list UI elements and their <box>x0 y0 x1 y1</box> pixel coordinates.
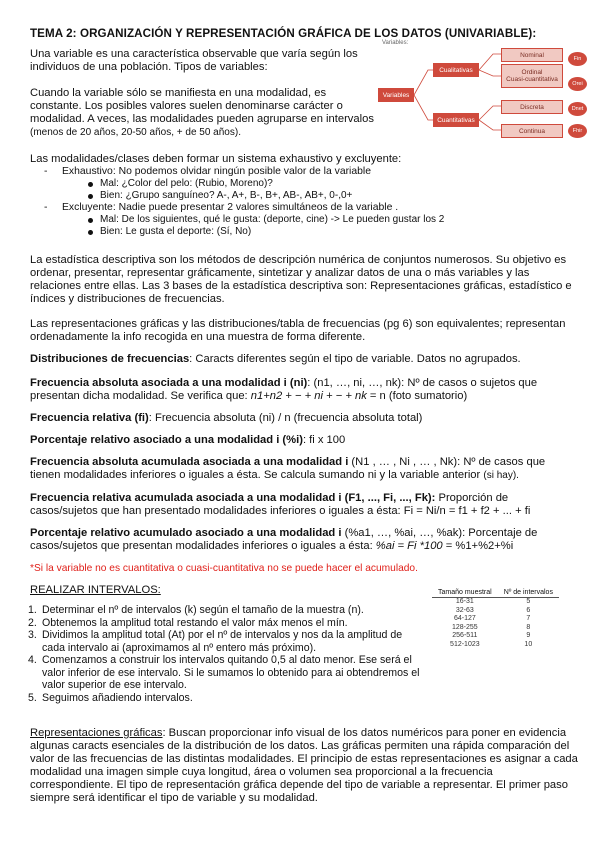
table-cell: 10 <box>524 640 533 648</box>
def-porcentaje-relativo-acumulado <box>30 527 578 553</box>
table-row <box>432 641 559 650</box>
intro-paragraph: Una variable es una característica observable que varía según los individuos de una población. Tipos de variables: <box>30 48 358 73</box>
bullet-dot <box>88 230 93 235</box>
modalidades-lead: Las modalidades/clases deben formar un sistema exhaustivo y excluyente: <box>30 153 402 165</box>
def-frecuencia-relativa-acumulada <box>30 492 578 518</box>
diagram-circle-2: Orei <box>568 77 587 91</box>
diagram-cuasi-label: Cuasi-cuantitativa <box>506 76 558 83</box>
excluyente-mal <box>30 214 570 226</box>
step-4 <box>0 654 420 692</box>
intervalos-steps <box>0 604 420 704</box>
constant-example: (menos de 20 años, 20-50 años, + de 50 años). <box>30 127 241 138</box>
def-fr-text: : Frecuencia absoluta (ni) / n (frecuencia absoluta total) <box>148 412 423 424</box>
table-row <box>432 624 559 633</box>
diagram-circle-1: Fin <box>568 52 587 66</box>
def-pr-text: : fi x 100 <box>302 434 346 446</box>
table-cell: 5 <box>526 598 531 605</box>
diagram-cuantitativas: Cuantitativas <box>433 113 479 127</box>
dash-bullet: - <box>44 166 48 177</box>
intervalos-table <box>432 588 559 649</box>
constant-paragraph <box>30 87 375 139</box>
equivalencia-paragraph: Las representaciones gráficas y las distribuciones/tabla de frecuencias (pg 6) son equivalentes; representan ordenadamente la info recogida en una muestra de forma diferente. <box>30 318 566 343</box>
exhaustivo-bien <box>30 190 570 202</box>
table-cell: 6 <box>526 606 531 614</box>
def-pra-term: Porcentaje relativo acumulado asociado a una modalidad i <box>30 527 342 539</box>
step-2-text: Obtenemos la amplitud total restando el valor máx menos el mín. <box>42 616 348 629</box>
bullet-dot <box>88 194 93 199</box>
excluyente-bien <box>30 226 570 238</box>
def-fra-text: Proporción de casos/sujetos que han presentado modalidades inferiores o iguales a ésta: Fi = Ni/n = f1 + f2 + ... + fi <box>30 492 531 517</box>
table-cell: 8 <box>526 623 531 631</box>
table-row <box>432 607 559 616</box>
bullet-dot <box>88 182 93 187</box>
step-number: 4. <box>28 654 37 666</box>
def-pra-text: (%a1, …, %ai, …, %ak): Porcentaje de casos/sujetos que presentan modalidades inferiores o iguales a ésta: <box>30 527 538 552</box>
table-cell: 128-255 <box>452 623 478 631</box>
excluyente-text: Excluyente: Nadie puede presentar 2 valores simultáneos de la variable . <box>62 202 399 213</box>
diagram-nominal: Nominal <box>501 48 563 62</box>
graficas-paragraph <box>30 727 578 805</box>
table-cell: 9 <box>526 632 531 639</box>
diagram-ordinal <box>501 64 563 88</box>
table-row <box>432 632 559 641</box>
def-pr-term: Porcentaje relativo asociado a una modalidad i (%i) <box>30 434 303 446</box>
diagram-circle-4: Fhir <box>568 124 587 138</box>
diagram-root: Variables <box>378 88 414 102</box>
dash-bullet: - <box>44 202 48 213</box>
graficas-label: Representaciones gráficas <box>30 727 163 739</box>
table-row <box>432 598 559 607</box>
table-cell: 256-511 <box>452 632 478 639</box>
estadistica-paragraph: La estadística descriptiva son los métodos de descripción numérica de conjuntos numerosos. Su objetivo es ordenar, presentar, representar gráficamente, sintetizar y analizar datos de una o más variables y las relaciones entre ellas. Las 3 bases de la estadística descriptiva son: Representaciones gráficas, estadístico e índices y distribuciones de frecuencias. <box>30 254 572 305</box>
def-faa-term: Frecuencia absoluta acumulada asociada a una modalidad i <box>30 456 349 468</box>
def-fa-formula: n1+n2 + − + ni + − + nk <box>250 390 367 402</box>
step-number: 5. <box>28 691 37 704</box>
exhaustivo-mal <box>30 178 570 190</box>
step-3 <box>0 629 420 654</box>
table-cell: 64-127 <box>453 615 476 622</box>
table-cell: 16-31 <box>455 598 474 605</box>
graficas-text: : Buscan proporcionar info visual de los datos numéricos para poner en evidencia algunas caracts esenciales de la distribución de los datos. Las gráficas permiten una rápida comparación del valor de las frecuencias de las distintas modalidades. El principio de estas representaciones es asignar a cada modalidad una imagen simple cuya longitud, área o volumen sea proporcional a la frecuencia correspondiente. El tipo de representación gráfica depende del tipo de variable a representar. El primer paso siempre será identificar el tipo de variable y su modalidad. <box>30 727 578 804</box>
table-header: Tamaño muestral <box>432 588 498 598</box>
variables-diagram <box>378 40 588 150</box>
def-frecuencia-absoluta <box>30 377 578 403</box>
table-cell: 512-1023 <box>450 640 480 648</box>
diagram-continua: Continua <box>501 124 563 138</box>
def-fa-text-2: = n (foto sumatorio) <box>366 390 468 402</box>
nota-acumulado: *Si la variable no es cuantitativa o cuasi-cuantitativa no se puede hacer el acumulado. <box>30 563 418 574</box>
diagram-circle-3: Dnet <box>568 102 587 116</box>
step-5-text: Seguimos añadiendo intervalos. <box>42 691 193 704</box>
def-faa-text: (N1 , … , Ni , … , Nk): Nº de casos que tienen modalidades inferiores o iguales a ésta. Se calcula sumando ni y la variable anterior <box>30 456 546 481</box>
def-fa-term: Frecuencia absoluta asociada a una modalidad i (ni) <box>30 377 308 389</box>
exhaustivo-bien-text: Bien: ¿Grupo sanguíneo? A-, A+, B-, B+, AB-, AB+, 0-,0+ <box>100 190 353 201</box>
def-frecuencia-relativa <box>30 412 578 425</box>
def-faa-note: (si hay). <box>483 470 519 481</box>
table-header-row <box>432 588 559 598</box>
diagram-discreta: Discreta <box>501 100 563 114</box>
table-cell: 7 <box>526 615 531 622</box>
excluyente-mal-text: Mal: De los siguientes, qué le gusta: (deporte, cine) -> Le pueden gustar los 2 <box>100 214 445 225</box>
def-porcentaje-relativo <box>30 434 578 447</box>
exhaustivo-item <box>30 166 570 178</box>
excluyente-item <box>30 202 570 214</box>
def-fr-term: Frecuencia relativa (fi) <box>30 412 149 424</box>
step-1 <box>0 604 420 617</box>
intervalos-table-wrap <box>432 588 559 649</box>
table-row <box>432 615 559 624</box>
step-number: 3. <box>28 629 37 641</box>
step-5 <box>0 692 420 705</box>
def-distribuciones <box>30 353 580 366</box>
step-2 <box>0 617 420 630</box>
constant-text: Cuando la variable sólo se manifiesta en una modalidad, es constante. Los posibles valores suelen denominarse carácter o modalidad. A veces, las modalidades pueden agruparse en intervalos <box>30 87 374 125</box>
def-frecuencia-absoluta-acumulada <box>30 456 578 482</box>
def-pra-text-2: = %1+%2+%i <box>442 540 514 552</box>
exhaustivo-mal-text: Mal: ¿Color del pelo: (Rubio, Moreno)? <box>100 178 273 189</box>
page-title: TEMA 2: ORGANIZACIÓN Y REPRESENTACIÓN GRÁFICA DE LOS DATOS (UNIVARIABLE): <box>30 27 537 40</box>
step-number: 1. <box>28 604 37 616</box>
intervalos-heading: REALIZAR INTERVALOS: <box>30 584 161 596</box>
def-fa-text: : (n1, …, ni, …, nk): Nº de casos o sujetos que presentan dicha modalidad. Se verifica que: <box>30 377 538 402</box>
bullet-dot <box>88 218 93 223</box>
step-4-text: Comenzamos a construir los intervalos quitando 0,5 al dato menor. Ese será el valor inferior de ese intervalo. Si le sumamos lo obtenido para ai obtendremos el valor superior de ese intervalo. <box>42 654 420 691</box>
excluyente-bien-text: Bien: Le gusta el deporte: (Sí, No) <box>100 226 252 237</box>
def-fra-term: Frecuencia relativa acumulada asociada a una modalidad i (F1, ..., Fi, ..., Fk): <box>30 492 436 504</box>
step-1-text: Determinar el nº de intervalos (k) según el tamaño de la muestra (n). <box>42 604 364 616</box>
diagram-cualitativas: Cualitativas <box>433 63 479 77</box>
modalidades-section <box>30 153 570 238</box>
step-3-text: Dividimos la amplitud total (At) por el nº de intervalos y nos da la amplitud de cada intervalo ai (aproximamos al nº entero más próximo). <box>42 629 403 654</box>
def-distribuciones-text: : Caracts diferentes según el tipo de variable. Datos no agrupados. <box>189 353 521 365</box>
step-number: 2. <box>28 616 37 629</box>
diagram-ordinal-label: Ordinal <box>521 69 543 76</box>
table-header: Nº de intervalos <box>498 588 559 598</box>
def-distribuciones-term: Distribuciones de frecuencias <box>30 353 190 365</box>
def-pra-formula: %ai = Fi *100 <box>375 540 443 552</box>
diagram-caption: Variables: <box>382 40 409 46</box>
table-cell: 32-63 <box>455 606 474 614</box>
exhaustivo-text: Exhaustivo: No podemos olvidar ningún posible valor de la variable <box>62 166 372 177</box>
